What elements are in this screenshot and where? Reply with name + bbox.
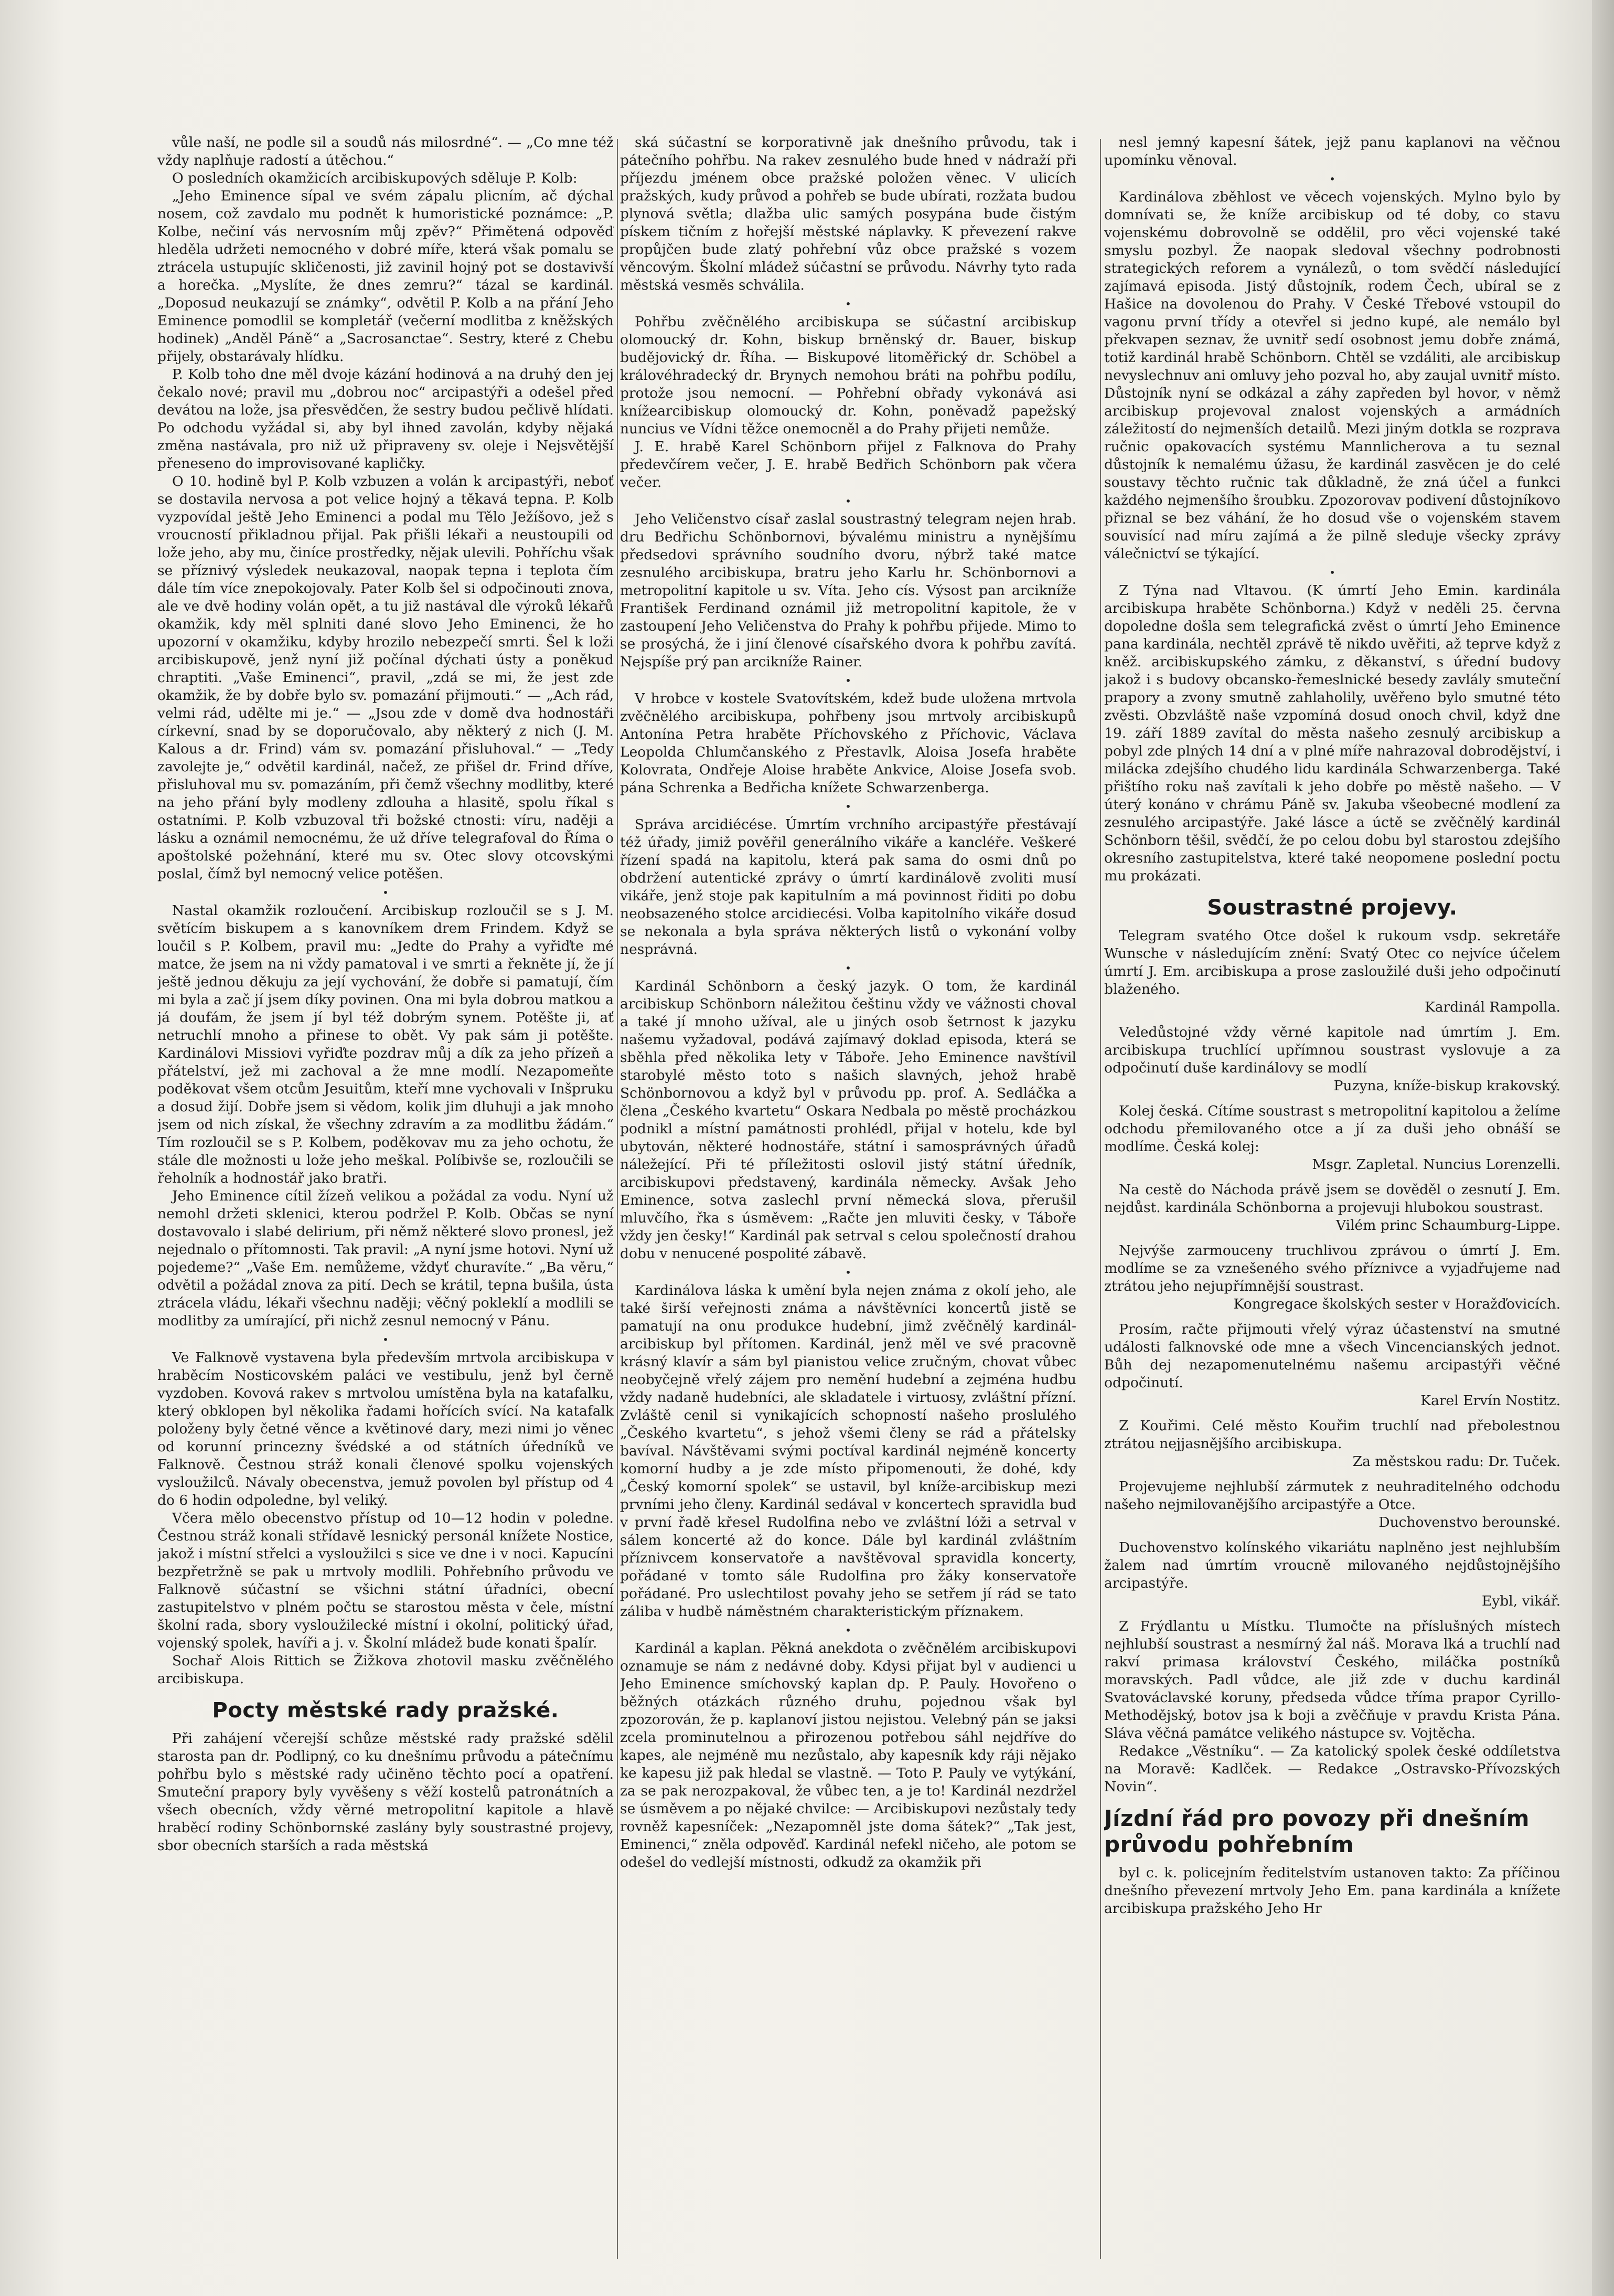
signature: Msgr. Zapletal. Nuncius Lorenzelli. — [1312, 1156, 1560, 1173]
separator: • — [845, 674, 851, 687]
paragraph: Z Frýdlantu u Místku. Tlumočte na příslušných místech nejhlubší soustrast a nesmírný žal náš. Morava lká a truchlí nad rakví primasa království Českého, miláčka postníků moravských. Padl vůdce, ale již zde v duchu kardinál Svatováclavské koruny, předseda vůdce tříma prapor Cyrillo-Methodějský, botov jsa k boji a zvěčňuje v pravdu Krista Pána. Sláva věčná památce velikého nástupce sv. Vojtěcha. — [1104, 1618, 1560, 1741]
signature: Puzyna, kníže-biskup krakovský. — [1333, 1078, 1560, 1094]
separator: • — [845, 297, 851, 310]
separator: • — [845, 800, 851, 813]
paragraph: J. E. hrabě Karel Schönborn přijel z Falknova do Prahy předevčírem večer, J. E. hrabě Bedřich Schönborn pak včera večer. — [620, 439, 1076, 491]
scan-edge — [1592, 0, 1614, 2296]
separator: • — [845, 1266, 851, 1279]
paragraph: Kardinálova láska k umění byla nejen známa z okolí jeho, ale také širší veřejnosti známa a návštěvníci koncertů jistě se pamatují na onu produkce hudební, jimž zvěčnělý kardinál-arcibiskup byl přítomen. Kardinál, jenž měl ve své pracovně krásný klavír a sám byl pianistou velice zručným, chovat vůbec neobyčejně vřelý zájem pro nemění hudební a zejména hudbu vždy nadaně hudebníci, ale skladatele i virtuosy, zvláštní přízní. Zvláště cenil si vynikajících schopností našeho proslulého „Českého kvartetu“, s jehož všemi členy se rád a přátelsky bavíval. Návštěvami svými poctíval kardinál nejméně koncerty komorní hudby a je zde místo připomenouti, že dohé, kdy „Český komorní spolek“ se ustavil, byl kníže-arcibiskup mezi prvními jeho členy. Kardinál sedával v koncertech spravidla buď v první řadě křesel Rudolfina nebo ve zvláštní lóži a setrval v sálem koncerté až do konce. Dále byl kardinál zvláštním příznivcem konservatoře a navštěvoval spravidla koncerty, pořádané v tomto sále Rudolfina pro žáky konservatoře pořádané. Pro uslechtilost povahy jeho se setřem jí rád se tato záliba v hudbě náměstném charakteristickým příznakem. — [620, 1282, 1076, 1620]
paragraph: Projevujeme nejhlubší zármutek z neuhraditelného odchodu našeho nejmilovanějšího arcipastýře a Otce. — [1104, 1479, 1560, 1513]
paragraph: P. Kolb toho dne měl dvoje kázání hodinová a na druhý den jej čekalo nové; pravil mu „dobrou noc“ arcipastýři a odešel před devátou na lože, jsa přesvědčen, že sestry budou pečlivě hlídati. Po odchodu vyžádal si, aby byl ihned zavolán, kdyby nějaká změna nastávala, pro niž už připraveny sv. oleje i Nejsvětější přeneseno do improvisované kapličky. — [157, 366, 614, 472]
paragraph: Jeho Veličenstvo císař zaslal soustrastný telegram nejen hrab. dru Bedřichu Schönbornovi, bývalému ministru a nynějšímu předsedovi správního soudního dvoru, nýbrž také matce zesnulého arcibiskupa, bratru jeho Karlu hr. Schönbornovi a metropolitní kapitole u sv. Víta. Jeho cís. Výsost pan arcikníže František Ferdinand oznámil již metropolitní kapitole, že v zastoupení Jeho Veličenstva do Prahy k pohřbu přijede. Mimo to se prosýchá, že i jiní členové císařského dvora k pohřbu zavítá. Nejspíše prý pan arcikníže Rainer. — [620, 511, 1076, 670]
section-heading: Soustrastné projevy. — [1207, 896, 1458, 920]
section-heading: Jízdní řád pro povozy při dnešním průvodu pohřebním — [1104, 1805, 1530, 1857]
paragraph: Redakce „Věstníku“. — Za katolický spolek české oddíletstva na Moravě: Kadlček. — Redakce „Ostravsko-Přívozských Novin“. — [1104, 1743, 1560, 1795]
signature: Eybl, vikář. — [1481, 1593, 1560, 1609]
separator: • — [845, 1624, 851, 1636]
signature: Za městskou radu: Dr. Tuček. — [1352, 1453, 1560, 1470]
separator: • — [845, 495, 851, 507]
paragraph: Z Kouřimi. Celé město Kouřim truchlí nad přebolestnou ztrátou nejjasnějšího arcibiskupa. — [1104, 1418, 1560, 1452]
signature: Karel Ervín Nostitz. — [1420, 1393, 1560, 1409]
paragraph: O 10. hodině byl P. Kolb vzbuzen a volán k arcipastýři, neboť se dostavila nervosa a pot velice hojný a těkavá tepna. P. Kolb vyzpovídal ještě Jeho Eminenci a podal mu Tělo Ježíšovo, jež s vroucností přikladnou přijal. Pak přišli lékaři a neustoupili od lože jeho, aby mu, činíce prostředky, nějak ulevili. Pohříchu však se příznivý výsledek neukazoval, naopak tepna i teplota čím dále tím více znepokojovaly. Pater Kolb šel si odpočinouti znova, ale ve dvě hodiny volán opět, a tu již nastával dle výroků lékařů okamžik, kdy měl splniti dané slovo Jeho Eminenci, že ho upozorní v okamžiku, kdyby hrozilo nebezpečí smrti. Šel k loži arcibiskupově, jenž nyní již počínal dýchati ústy a poněkud chraptiti. „Vaše Eminenci“, pravil, „zdá se mi, že jest zde okamžik, že by dobře bylo sv. pomazání přijmouti.“ — „Ach rád, velmi rád, udělte mi je.“ — „Jsou zde v domě dva hodnostáři církevní, snad by se doporučovalo, aby některý z nich (J. M. Kalous a dr. Frind) vám sv. pomazání přisluhoval.“ — „Tedy zavolejte je,“ odvětil kardinál, načež, ze přišel dr. Frind dříve, přisluhoval mu sv. pomazáním, při čemž všechny modlitby, které na jeho přání byly modleny zdlouha a hlasitě, spolu říkal s ostatními. P. Kolb vzbuzoval tři božské ctnosti: víru, naději a lásku a oznámil nemocnému, že už dříve telegrafoval do Říma o apoštolské požehnání, které mu sv. Otec slovy otcovskými poslal, čímž byl nemocný velice potěšen. — [157, 473, 614, 882]
separator: • — [1329, 173, 1335, 185]
paragraph: Kolej česká. Cítíme soustrast s metropolitní kapitolou a želíme odchodu přemilovaného otce a jí za duši jeho obnáší se modlíme. Česká kolej: — [1104, 1103, 1560, 1155]
separator: • — [382, 886, 389, 899]
separator: • — [845, 962, 851, 974]
paragraph: Telegram svatého Otce došel k rukoum vsdp. sekretáře Wunsche v následujícím znění: Svatý Otec co nejvíce účelem úmrtí J. Em. arcibiskupa a prose zasloužilé duši jeho odpočinutí blaženého. — [1104, 928, 1560, 997]
paragraph: Prosím, račte přijmouti vřelý výraz účastenství na smutné události falknovské ode mne a všech Vincencianských jednot. Bůh dej nezapomenutelnému našemu arcipastýři věčné odpočinutí. — [1104, 1321, 1560, 1391]
paragraph: Veledůstojné vždy věrné kapitole nad úmrtím J. Em. arcibiskupa truchlící upřímnou soustrast vyslovuje a za odpočinutí duše kardinálovy se modlí — [1104, 1024, 1560, 1076]
column-rule — [1100, 139, 1101, 2259]
signature: Kardinál Rampolla. — [1424, 999, 1560, 1015]
signature: Kongregace školských sester v Horažďovicích. — [1233, 1296, 1560, 1312]
paragraph: Z Týna nad Vltavou. (K úmrtí Jeho Emin. kardinála arcibiskupa hraběte Schönborna.) Když v neděli 25. června dopoledne došla sem telegrafická zvěst o úmrtí Jeho Eminence pana kardinála, nechtěl zprávě tě nikdo uvěřiti, až teprve když z kněž. arcibiskupského zámku, z děkanství, s úřední budovy jakož i s budovy obcansko-řemeslnické besedy zavlály smuteční prapory a zvony smutně zahlaholily, uvěřeno bylo smutné této zvěsti. Obzvláště naše vzpomíná dosud onoch chvil, když dne 19. září 1889 zavítal do města našeho zesnulý arcibiskup a pobyl zde plných 14 dní a v plné míře nahrazoval dobrodějství, i milácka zdejšího chudého lidu kardinála Schwarzenberga. Také přištího roku naš zavítali k jeho dobře po městě našeho. — V úterý konáno v chrámu Páně sv. Jakuba všeobecné modlení za zesnulého arcipastýře. Jaké lásce a úctě se zvěčnělý kardinál Schönborn těšil, svědčí, že po celou dobu byl starostou zdejšího okresního zastupitelstva, které také neopomene poslední poctu mu prokázati. — [1104, 582, 1560, 884]
paragraph: Na cestě do Náchoda právě jsem se dověděl o zesnutí J. Em. nejdůst. kardinála Schönborna a projevuji hlubokou soustrast. — [1104, 1182, 1560, 1216]
paragraph: Nastal okamžik rozloučení. Arcibiskup rozloučil se s J. M. světícím biskupem a s kanovníkem drem Frindem. Když se loučil s P. Kolbem, pravil mu: „Jedte do Prahy a vyřiďte mé matce, že jsem na ni vždy pamatoval i ve smrti a řekněte jí, že jí ještě jednou děkuju za její vychování, že dobře si pamatují, čím mi byla a zač jí jsem díky povinen. Ona mi byla dobrou matkou a já doufám, že jsem jí byl též dobrým synem. Potěšte ji, ať netruchlí mnoho a přinese to obět. Vy pak sám ji potěšte. Kardinálovi Missiovi vyřiďte pozdrav můj a dík za jeho přízeň a přátelství, jež mi zachoval a že mne modlí. Nezapomeňte poděkovat všem otcům Jesuitům, kteří mne vychovali v Inšpruku a dosud žijí. Dobře jsem si vědom, kolik jim dluhuji a jak mnoho jsem od nich získal, že všechny zdravím a za modlitbu žádám.“ Tím rozloučil se s P. Kolbem, poděkovav mu za jeho ochotu, že stále dle možnosti u lože jeho meškal. Políbivše se, rozloučili se řeholník a hodnostář jako bratři. — [157, 902, 614, 1186]
paragraph: Ve Falknově vystavena byla především mrtvola arcibiskupa v hraběcím Nosticovském paláci ve vestibulu, jenž byl černě vyzdoben. Kovová rakev s mrtvolou umístěna byla na katafalku, který obklopen byl několika řadami hořících svící. Na katafalk položeny byly četné věnce a květinové dary, mezi nimi jo věnec od korunní princezny švédské a od státních úředníků ve Falknově. Čestnou stráž konali členové spolku vojenských vysloužilců. Návaly obecenstva, jemuž povolen byl přístup od 4 do 6 hodin odpoledne, byl veliký. — [157, 1349, 614, 1508]
paragraph: Jeho Eminence cítil žízeň velikou a požádal za vodu. Nyní už nemohl držeti sklenici, kterou podržel P. Kolb. Občas se nyní dostavovalo i slabé delirium, při němž některé slovo pronesl, jež nejednalo o přítomnosti. Tak pravil: „A nyní jsme hotovi. Nyní už pojedeme?“ „Vaše Em. nemůžeme, vždyť churavíte.“ „Ba věru,“ odvětil a požádal znova za pití. Dech se krátil, tepna bušila, ústa ztrácela vládu, lékaři všechnu naději; věčný pokleklí a modlili se modlitby za umírající, při nichž zesnul nemocný v Pánu. — [157, 1188, 614, 1329]
column-rule — [617, 139, 618, 2259]
paragraph: Kardinál a kaplan. Pěkná anekdota o zvěčnělém arcibiskupovi oznamuje se nám z nedávné doby. Kdysi přijat byl v audienci u Jeho Eminence smíchovský kaplan dp. P. Pauly. Hovořeno o běžných otázkách různého druhu, pojednou však byl zpozorován, že p. kaplanoví jistou nejistou. Velebný pán se jaksi zcela prominutelnou a přirozenou potřebou sáhl nejdříve do kapes, ale nejméně mu nezůstalo, aby kapesník kdy ráji nějako ke kapesu již pak hledal se vlastně. — Toto P. Pauly ve vytýkání, za se pak nerozpakoval, že vůbec ten, a je to! Kardinál nezdržel se úsměvem a po nějaké chvilce: — Arcibiskupovi nezůstaly tedy rovněž kapesníček: „Nezapomněl jste doma šátek?“ „Tak jest, Eminenci,“ zněla odpověď. Kardinál nefekl ničeho, ale potom se odešel do vedlejší místnosti, odkudž za okamžik při — [620, 1640, 1076, 1870]
separator: • — [1329, 566, 1335, 579]
paragraph: V hrobce v kostele Svatovítském, kdež bude uložena mrtvola zvěčnělého arcibiskupa, pohřbeny jsou mrtvoly arcibiskupů Antonína Petra hraběte Příchovského z Příchovic, Václava Leopolda Chlumčanského z Přestavlk, Aloisa Josefa hraběte Kolovrata, Ondřeje Aloise hraběte Ankvice, Aloise Josefa svob. pána Schrenka a Bedřicha knížete Schwarzenberga. — [620, 690, 1076, 796]
paragraph: Kardinál Schönborn a český jazyk. O tom, že kardinál arcibiskup Schönborn náležitou češtinu vždy ve vážnosti choval a také jí mnoho užíval, ale u jiných osob šetrnost k jazyku našemu vyžadoval, podává zajímavý doklad episoda, která se sběhla před několika lety v Táboře. Jeho Eminence navštívil starobylé město toto s našich slavných, jehož hrabě Schönbornovou a když byl v průvodu pp. prof. A. Sedláčka a člena „Českého kvartetu“ Oskara Nedbala po městě procházkou podnikl a místní památnosti prohlédl, přijal v hotelu, kde byl ubytován, některé hodnostáře, státní i samosprávných úřadů náležející. Při té příležitosti oslovil jistý státní úředník, arcibiskupovi představený, kardinála německy. Avšak Jeho Eminence, sotva zaslechl první německá slova, přerušil mluvčího, řka s úsměvem: „Račte jen mluviti česky, v Táboře vždy jen česky!“ Kardinál pak setrval s celou společností drahou dobu v nenucené pospolité zábavě. — [620, 978, 1076, 1262]
paragraph: Pohřbu zvěčnělého arcibiskupa se súčastní arcibiskup olomoucký dr. Kohn, biskup brněnský dr. Bauer, biskup budějovický dr. Říha. — Biskupové litoměřický dr. Schöbel a královéhradecký dr. Brynych nemohou bráti na pohřbu podílu, protože jsou nemocní. — Pohřební obřady vykonává asi knížearcibiskup olomoucký dr. Kohn, poněvadž papežský nuncius ve Vídni těžce onemocněl a do Prahy přijeti nemůže. — [620, 314, 1076, 437]
paragraph: ská súčastní se korporativně jak dnešního průvodu, tak i pátečního pohřbu. Na rakev zesnulého bude hned v nádraží při příjezdu jménem obce pražské položen věnec. V ulicích pražských, kudy průvod a pohřeb se bude ubírati, rozžata budou plynová světla; dlažba ulic samých posypána bude čistým pískem tičním z hořejší městské náplavky. K převezení rakve propůjčen bude zlatý pohřební vůz obce pražské s vozem věncovým. Školní mládež súčastní se průvodu. Návrhy tyto rada městská vesměs schválila. — [620, 134, 1076, 293]
paragraph: Správa arcidiécése. Úmrtím vrchního arcipastýře přestávají též úřady, jimiž pověřil generálního vikáře a kancléře. Veškeré řízení spadá na kapitolu, která pak sama do osmi dnů po obdržení autentické zprávy o úmrtí kardinálově zvoliti musí vikáře, jenž stoje pak kapitulním a má povinnost řiditi po dobu neobsazeného stolce arcidiecési. Volba kapitolního vikáře dosud se nekonala a byla správa některých listů o vykonání volby nesprávná. — [620, 816, 1076, 958]
paragraph: nesl jemný kapesní šátek, jejž panu kaplanovi na věčnou upomínku věnoval. — [1104, 134, 1560, 168]
paragraph: Nejvýše zarmouceny truchlivou zprávou o úmrtí J. Em. modlíme se za vznešeného svého příznivce a vyjadřujeme nad ztrátou jeho nejupřímnější soustrast. — [1104, 1242, 1560, 1294]
paragraph: byl c. k. policejním ředitelstvím ustanoven takto: Za příčinou dnešního převezení mrtvoly Jeho Em. pana kardinála a knížete arcibiskupa pražského Jeho Hr — [1104, 1865, 1560, 1917]
signature: Duchovenstvo berounské. — [1378, 1514, 1560, 1530]
paragraph: Duchovenstvo kolínského vikariátu naplněno jest nejhlubším žalem nad úmrtím vroucně milovaného nejdůstojnějšího arcipastýře. — [1104, 1539, 1560, 1591]
section-heading: Pocty městské rady pražské. — [212, 1698, 559, 1723]
column-left — [157, 134, 614, 2259]
paragraph: Kardinálova zběhlost ve věcech vojenských. Mylno bylo by domnívati se, že kníže arcibiskup od té doby, co stavu vojenskému dobrovolně se oddělil, pro věci vojenské také smyslu pozbyl. Že naopak sledoval všechny podrobnosti strategických reforem a vynálezů, o tom svědčí následující zajímavá episoda. Jistý důstojník, rodem Čech, ubíral se z Hašice na dovolenou do Prahy. V České Třebové vstoupil do vagonu první třídy a otevřel si jedno kupé, ale nemálo byl překvapen seznav, že uvnitř sedí osobnost jemu dobře známá, totiž kardinál hrabě Schönborn. Chtěl se vzdáliti, ale arcibiskup nevyslechnuv ani omluvy jeho pozval ho, aby zaujal uvnitř místo. Důstojník nyní se odkázal a záhy zapředen byl hovor, v němž arcibiskup projevoval znalost vojenských a armádních záležitostí do nejmenších detailů. Mezi jiným dotkla se rozprava ručnic opakovacích systému Mannlicherova a tu seznal důstojník k nemalému úžasu, že kardinál zasvěcen je do celé soustavy těchto ručnic tak důkladně, že zná účel a funkci každého nejmenšího šroubku. Zpozorovav podivení důstojníkovo přiznal se bez váhání, že ho dosud vše o vojenském stavem souvisící nad míru zajímá a že pilně sleduje všecky zprávy válečnictví se týkající. — [1104, 189, 1560, 562]
separator: • — [382, 1333, 389, 1346]
paragraph: „Jeho Eminence sípal ve svém zápalu plicním, ač dýchal nosem, což zavdalo mu podnět k humoristické poznámce: „P. Kolbe, nečiní vás nervosním můj zpěv?“ Přimětená odpověď hleděla udržeti nemocného v dobré míře, která však pomalu se ztrácela ustupujíc skličenosti, již zavinil hojný pot se dostavivší a horečka. „Myslíte, že dnes zemru?“ tázal se kardinál. „Doposud neukazují se známky“, odvětil P. Kolb a na přání Jeho Eminence pomodlil se kompletář (večerní modlitba z kněžských hodinek) „Anděl Páně“ a „Sacrosanctae“. Sestry, které z Chebu přijely, obstarávaly hlídku. — [157, 188, 614, 365]
paragraph: Při zahájení včerejší schůze městské rady pražské sdělil starosta pan dr. Podlipný, co ku dnešnímu průvodu a pátečnímu pohřbu bylo s městské rady učiněno těchto pocí a opatření. Smuteční prapory byly vyvěšeny s věží kostelů patronátních a všech obecních, vždy věrné metropolitní kapitole a hlavě hraběcí rodiny Schönbornské zaslány byly soustrastné projevy, sbor obecních starších a rada městská — [157, 1730, 614, 1854]
paragraph: O posledních okamžicích arcibiskupových sděluje P. Kolb: — [172, 170, 578, 186]
signature: Vilém princ Schaumburg-Lippe. — [1335, 1217, 1560, 1234]
paragraph: Sochař Alois Rittich se Žižkova zhotovil masku zvěčnělého arcibiskupa. — [157, 1653, 614, 1687]
paragraph: Včera mělo obecenstvo přístup od 10—12 hodin v poledne. Čestnou stráž konali střídavě lesnický personál knížete Nostice, jakož i místní střelci a vysloužilci s sice ve dne i v noci. Kapucíni bezpřetržně se pak u mrtvoly modlili. Pohřebního průvodu ve Falknově súčastní se všichni státní úřadníci, obecní zastupitelstvo v plném počtu se starostou města v čele, místní školní rada, sbory vysloužilecké místní i okolní, politický úřad, vojenský spolek, havíři a j. v. Školní mládež bude konati špalír. — [157, 1510, 614, 1651]
column-right — [1104, 134, 1560, 2259]
paragraph: vůle naší, ne podle sil a soudů nás milosrdné“. — „Co mne též vždy naplňuje radostí a útěchou.“ — [157, 134, 614, 168]
column-middle — [620, 134, 1076, 2259]
